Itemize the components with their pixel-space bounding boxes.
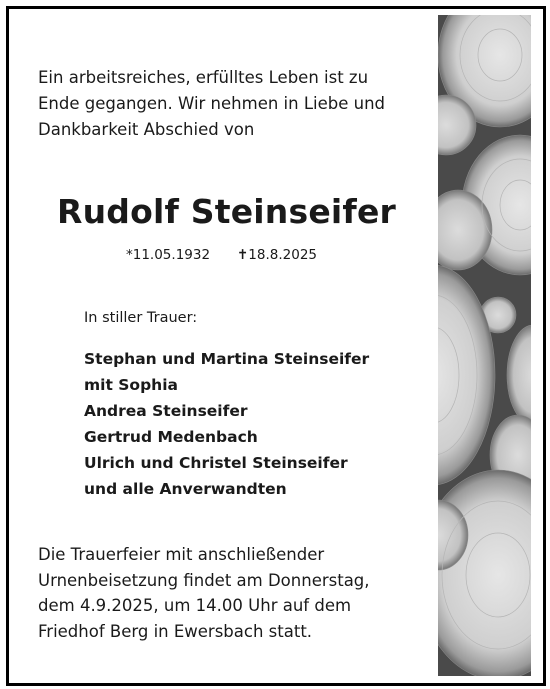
intro-text	[38, 65, 398, 143]
service-line: Friedhof Berg in Ewersbach statt.	[38, 621, 313, 641]
death-date: ✝18.8.2025	[237, 247, 318, 263]
mourner-line: und alle Anverwandten	[84, 480, 287, 498]
obituary-frame	[6, 6, 546, 686]
mourner-line: Ulrich und Christel Steinseifer	[84, 454, 348, 472]
service-line: Die Trauerfeier mit anschließender	[38, 545, 325, 564]
mourners-list	[84, 346, 369, 502]
wood-logs-image	[438, 15, 531, 676]
mourner-line: Stephan und Martina Steinseifer	[84, 350, 370, 368]
service-line: Urnenbeisetzung findet am Donnerstag,	[38, 570, 370, 590]
mourning-label: In stiller Trauer:	[84, 310, 198, 326]
mourner-line: Andrea Steinseifer	[84, 402, 248, 420]
birth-date: *11.05.1932	[126, 247, 211, 263]
intro-line: Dankbarkeit Abschied von	[38, 120, 255, 139]
intro-line: Ende gegangen. Wir nehmen in Liebe und	[38, 94, 386, 113]
intro-line: Ein arbeitsreiches, erfülltes Leben ist zu	[38, 68, 369, 87]
mourner-line: mit Sophia	[84, 376, 178, 394]
service-info	[38, 542, 408, 644]
service-line: dem 4.9.2025, um 14.00 Uhr auf dem	[38, 596, 352, 615]
deceased-name: Rudolf Steinseifer	[57, 192, 397, 231]
mourner-line: Gertrud Medenbach	[84, 428, 258, 446]
log-slices	[438, 15, 531, 676]
